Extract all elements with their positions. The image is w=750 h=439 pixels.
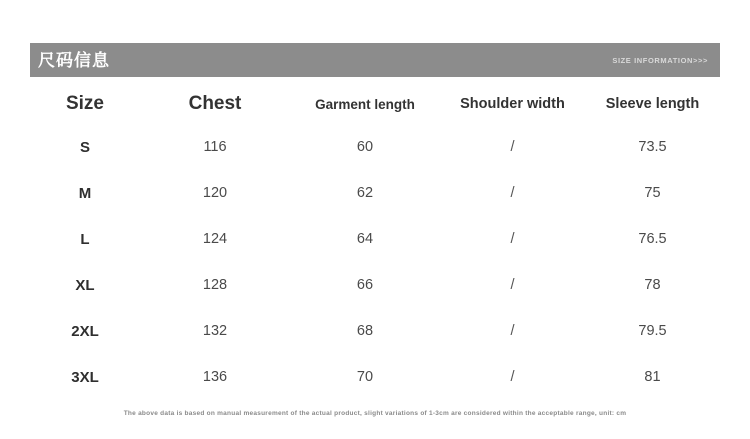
measurement-disclaimer: The above data is based on manual measurement of the actual product, slight variations of 1-3cm are considered within the acceptable range, unit: cm — [123, 410, 627, 417]
cell-shoulder-width: / — [510, 139, 515, 155]
table-row — [30, 216, 720, 262]
size-information-header — [30, 43, 720, 77]
header-subtitle: SIZE INFORMATION>>> — [612, 55, 708, 65]
cell-size: M — [78, 184, 92, 202]
cell-shoulder-width: / — [510, 231, 515, 247]
cell-sleeve-length: 75 — [644, 185, 661, 201]
cell-shoulder-width: / — [510, 185, 515, 201]
column-header-shoulder-width: Shoulder width — [460, 96, 565, 112]
column-header-sleeve-length: Sleeve length — [605, 96, 700, 112]
cell-garment-length: 70 — [356, 369, 374, 385]
table-row — [30, 124, 720, 170]
cell-garment-length: 68 — [356, 323, 374, 339]
page-title: 尺码信息 — [38, 50, 110, 70]
column-header-garment-length: Garment length — [315, 96, 415, 112]
table-row — [30, 308, 720, 354]
cell-chest: 128 — [202, 277, 228, 293]
cell-size: S — [79, 138, 90, 156]
cell-sleeve-length: 81 — [644, 369, 661, 385]
cell-garment-length: 64 — [356, 231, 374, 247]
cell-garment-length: 60 — [356, 139, 374, 155]
cell-chest: 136 — [202, 369, 228, 385]
cell-chest: 116 — [203, 139, 227, 155]
cell-sleeve-length: 79.5 — [638, 323, 667, 339]
column-header-size: Size — [65, 93, 105, 114]
table-row — [30, 262, 720, 308]
cell-shoulder-width: / — [510, 323, 515, 339]
cell-sleeve-length: 78 — [644, 277, 661, 293]
cell-size: 3XL — [71, 368, 99, 386]
cell-shoulder-width: / — [510, 277, 515, 293]
cell-garment-length: 62 — [356, 185, 374, 201]
table-header-row — [30, 84, 720, 124]
column-header-chest: Chest — [188, 93, 242, 114]
cell-shoulder-width: / — [510, 369, 515, 385]
table-row — [30, 170, 720, 216]
cell-chest: 124 — [202, 231, 228, 247]
size-table — [30, 84, 720, 400]
cell-garment-length: 66 — [356, 277, 374, 293]
cell-chest: 132 — [202, 323, 228, 339]
cell-size: L — [80, 230, 90, 248]
cell-sleeve-length: 76.5 — [638, 231, 667, 247]
cell-chest: 120 — [202, 185, 228, 201]
table-row — [30, 354, 720, 400]
cell-sleeve-length: 73.5 — [638, 139, 667, 155]
cell-size: 2XL — [71, 322, 99, 340]
cell-size: XL — [75, 276, 95, 294]
